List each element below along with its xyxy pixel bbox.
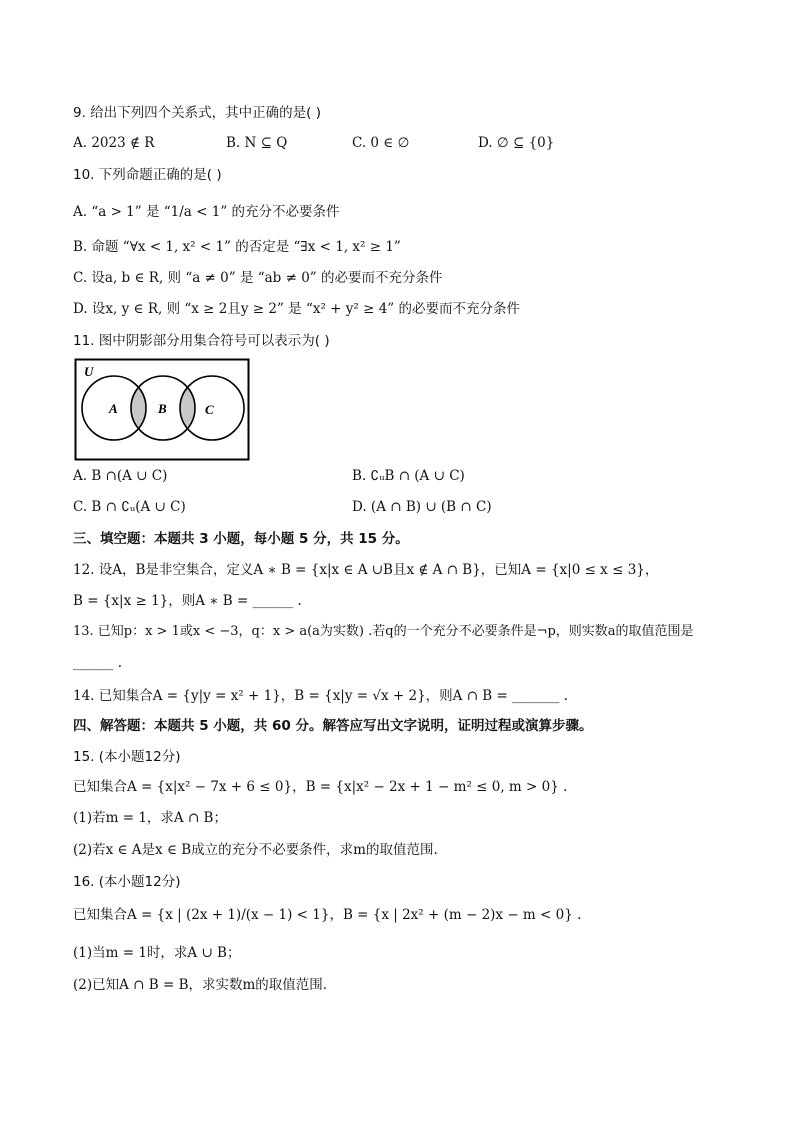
q10-stem: 10. 下列命题正确的是( ): [73, 167, 222, 183]
q16-part-2: (2)已知A ∩ B = B，求实数m的取值范围.: [73, 977, 328, 993]
q16-part-1: (1)当m = 1时，求A ∪ B；: [73, 945, 241, 961]
section-4-heading: 四、解答题：本题共 5 小题，共 60 分。解答应写出文字说明，证明过程或演算步骤。: [73, 718, 593, 734]
q11-option-a: A. B ∩(A ∪ C): [73, 468, 168, 484]
venn-label-u: U: [84, 364, 94, 379]
q9-option-b: B. N ⊆ Q: [226, 135, 288, 151]
q10-option-b: B. 命题 “∀x < 1, x² < 1” 的否定是 “∃x < 1, x² ≥ 1”: [73, 239, 401, 255]
q12-line-1: 12. 设A，B是非空集合，定义A ∗ B = {x|x ∈ A ∪B且x ∉ A ∩ B}，已知A = {x|0 ≤ x ≤ 3}，: [73, 562, 659, 578]
q15-title: 15. (本小题12分): [73, 749, 181, 765]
q16-given: 已知集合A = {x | (2x + 1)/(x − 1) < 1}，B = {x | 2x² + (m − 2)x − m < 0} .: [73, 907, 582, 923]
q11-option-b: B. ∁ᵤB ∩ (A ∪ C): [352, 468, 465, 484]
venn-label-b: B: [158, 401, 167, 416]
venn-label-a: A: [109, 401, 118, 416]
section-3-heading: 三、填空题：本题共 3 小题，每小题 5 分，共 15 分。: [73, 531, 409, 547]
q13-line-2: ______ .: [73, 655, 123, 671]
q12-line-2: B = {x|x ≥ 1}，则A ∗ B = ______ .: [73, 593, 302, 609]
q15-part-1: (1)若m = 1，求A ∩ B；: [73, 810, 227, 826]
q11-option-c: C. B ∩ ∁ᵤ(A ∪ C): [73, 499, 186, 515]
venn-diagram: [74, 358, 250, 461]
q15-part-2: (2)若x ∈ A是x ∈ B成立的充分不必要条件，求m的取值范围.: [73, 842, 438, 858]
q9-option-d: D. ∅ ⊆ {0}: [478, 135, 555, 151]
q10-option-d: D. 设x, y ∈ R, 则 “x ≥ 2且y ≥ 2” 是 “x² + y² ≥ 4” 的必要而不充分条件: [73, 301, 520, 317]
q16-title: 16. (本小题12分): [73, 874, 181, 890]
q9-stem: 9. 给出下列四个关系式，其中正确的是( ): [73, 105, 321, 121]
q11-stem: 11. 图中阴影部分用集合符号可以表示为( ): [73, 333, 330, 349]
q10-option-c: C. 设a, b ∈ R, 则 “a ≠ 0” 是 “ab ≠ 0” 的必要而不充分条件: [73, 270, 443, 286]
q9-option-c: C. 0 ∈ ∅: [352, 135, 410, 151]
q11-option-d: D. (A ∩ B) ∪ (B ∩ C): [352, 499, 492, 515]
venn-label-c: C: [205, 402, 214, 417]
q15-given: 已知集合A = {x|x² − 7x + 6 ≤ 0}，B = {x|x² − 2x + 1 − m² ≤ 0, m > 0} .: [73, 779, 568, 795]
q14-line: 14. 已知集合A = {y|y = x² + 1}，B = {x|y = √x + 2}，则A ∩ B = _______ .: [73, 688, 568, 704]
q10-option-a: A. “a > 1” 是 “1/a < 1” 的充分不必要条件: [73, 204, 340, 220]
q13-line-1: 13. 已知p：x > 1或x < −3，q：x > a(a为实数) .若q的一个充分不必要条件是¬p，则实数a的取值范围是: [73, 624, 694, 639]
q9-option-a: A. 2023 ∉ R: [73, 135, 155, 151]
